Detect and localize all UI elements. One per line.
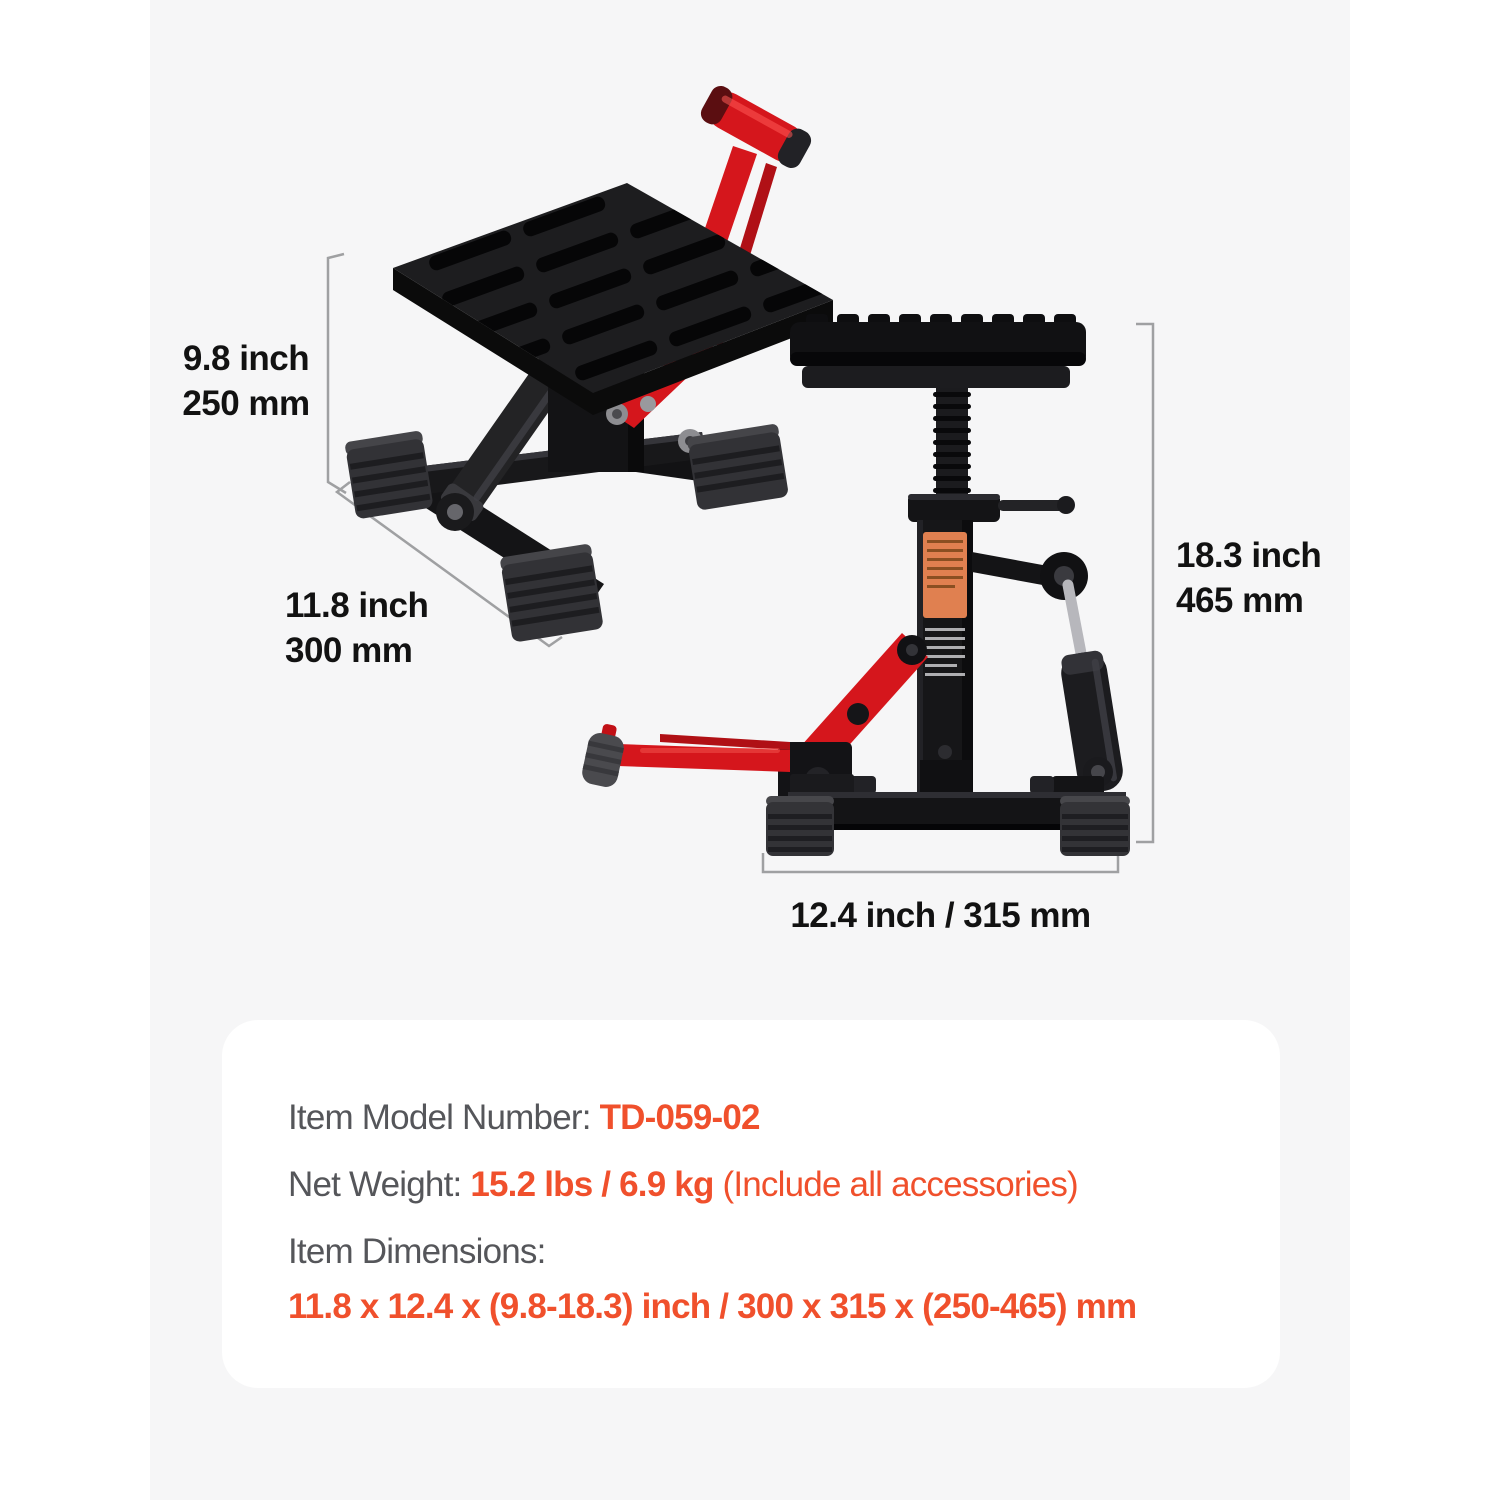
rubber-foot-left [766,796,834,856]
spec-row-weight [288,1163,1078,1207]
weight-note: (Include all accessories) [713,1165,1078,1204]
pedal-roller [580,721,628,789]
item-dimensions-label: Item Dimensions: [288,1232,546,1271]
dim-base-length-inch: 11.8 inch [285,586,429,625]
weight-value: 15.2 lbs / 6.9 kg [470,1165,714,1204]
spec-row-model [288,1096,760,1140]
dim-raised-height-mm: 465 mm [1176,581,1304,620]
dim-base-length-label [285,583,428,673]
foot-pedal-lever [580,633,928,802]
screw-collar [908,494,1075,522]
lift-stand-raised-image [580,300,1160,870]
rubber-foot-back-left [344,430,433,519]
item-dimensions-value: 11.8 x 12.4 x (9.8-18.3) inch / 300 x 315 x (250-465) mm [288,1287,1137,1326]
dim-base-width-label [763,893,1118,938]
dim-lowered-height-label [166,336,326,426]
base-frame-raised [766,760,1130,856]
rubber-foot-right [1060,796,1130,856]
knob-end [1057,496,1075,514]
weight-label: Net Weight: [288,1165,471,1204]
dim-raised-height-label [1176,533,1321,623]
warning-label [923,532,967,618]
dim-base-length-mm: 300 mm [285,631,413,670]
dim-base-width-combined: 12.4 inch / 315 mm [790,896,1091,935]
dim-raised-height-inch: 18.3 inch [1176,536,1322,575]
dim-lowered-height-inch: 9.8 inch [182,339,310,378]
shock-absorber [972,552,1126,798]
model-value: TD-059-02 [599,1098,760,1137]
spec-row-dimensions-value [288,1285,1136,1329]
spec-card [222,1020,1280,1388]
handle-grip [697,82,814,171]
model-label: Item Model Number: [288,1098,600,1137]
support-pad [790,314,1086,388]
spec-row-dimensions-label [288,1230,546,1274]
dim-lowered-height-mm: 250 mm [182,384,310,423]
adjustment-screw [933,388,971,496]
